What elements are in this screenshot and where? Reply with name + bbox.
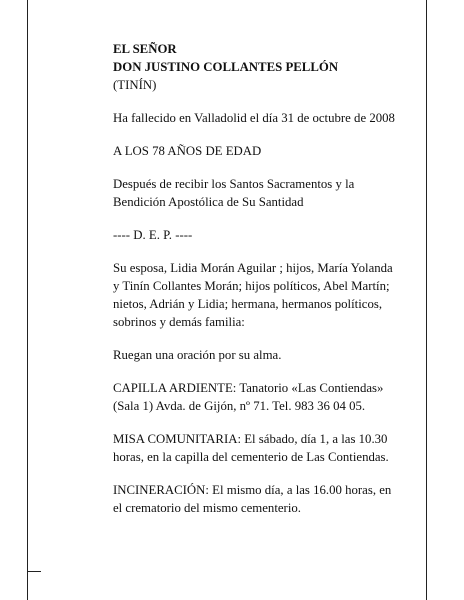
cremation-line-1: INCINERACIÓN: El mismo día, a las 16.00 horas, en [113, 483, 392, 497]
death-notice: Ha fallecido en Valladolid el día 31 de octubre de 2008 [113, 111, 395, 125]
header-title: EL SEÑOR [113, 42, 177, 56]
family-line-2: y Tinín Collantes Morán; hijos políticos, Abel Martín; [113, 279, 390, 293]
bottom-corner-tick [27, 571, 41, 572]
family-line-4: sobrinos y demás familia: [113, 315, 245, 329]
mass-line-1: MISA COMUNITARIA: El sábado, día 1, a las 10.30 [113, 432, 388, 446]
obituary-notice [113, 40, 413, 517]
prayer-request: Ruegan una oración por su alma. [113, 348, 282, 362]
sacraments-line-1: Después de recibir los Santos Sacramentos y la [113, 177, 355, 191]
chapel-line-1: CAPILLA ARDIENTE: Tanatorio «Las Contiendas» [113, 381, 384, 395]
chapel-line-2: (Sala 1) Avda. de Gijón, nº 71. Tel. 983 36 04 05. [113, 399, 366, 413]
family-line-1: Su esposa, Lidia Morán Aguilar ; hijos, María Yolanda [113, 261, 393, 275]
mass-line-2: horas, en la capilla del cementerio de Las Contiendas. [113, 450, 389, 464]
left-border-line [27, 0, 28, 600]
sacraments-line-2: Bendición Apostólica de Su Santidad [113, 195, 304, 209]
rip-line: ---- D. E. P. ---- [113, 228, 193, 242]
cremation-line-2: el crematorio del mismo cementerio. [113, 501, 301, 515]
family-line-3: nietos, Adrián y Lidia; hermana, hermanos políticos, [113, 297, 383, 311]
deceased-name: DON JUSTINO COLLANTES PELLÓN [113, 60, 339, 74]
right-border-line [426, 0, 427, 600]
age-line: A LOS 78 AÑOS DE EDAD [113, 144, 262, 158]
nickname: (TINÍN) [113, 78, 157, 92]
